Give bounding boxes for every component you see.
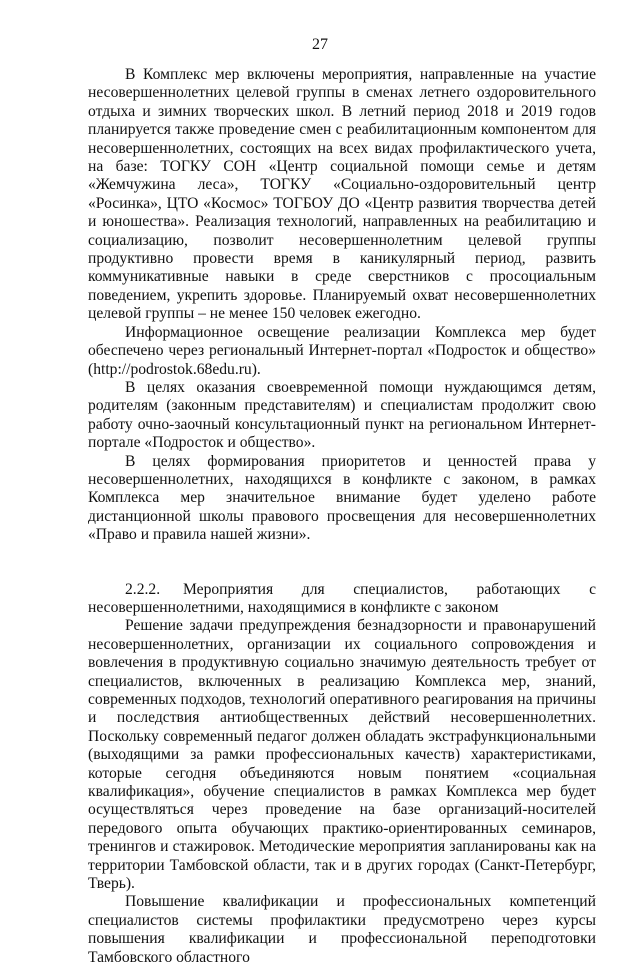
paragraph-consultation-point: В целях оказания своевременной помощи нуждающимся детям, родителям (законным представителям) и специалистам продолжит свою работу очно-заочный консультационный пункт на региональном Интернет-портале «Подросток и общество». (88, 378, 596, 452)
section-title: Мероприятия для специалистов, работающих с несовершеннолетними, находящимися в конфликте с законом (88, 580, 596, 616)
body-text (88, 66, 596, 967)
paragraph-information-portal: Информационное освещение реализации Комплекса мер будет обеспечено через региональный Интернет-портал «Подросток и общество» (http://podrostok.68edu.ru). (88, 323, 596, 378)
page-number: 27 (312, 36, 328, 53)
section-number: 2.2.2. (125, 580, 161, 598)
paragraph-summer-camps: В Комплекс мер включены мероприятия, направленные на участие несовершеннолетних целевой группы в сменах летнего оздоровительного отдыха и зимних творческих школ. В летний период 2018 и 2019 годов планируется также проведение смен с реабилитационным компонентом для несовершеннолетних, состоящих на всех видах профилактического учета, на базе: ТОГКУ СОН «Центр социальной помощи семье и детям «Жемчужина леса», ТОГКУ «Социально-оздоровительный центр «Росинка», ЦТО «Космос» ТОГБОУ ДО «Центр развития творчества детей и юношества». Реализация технологий, направленных на реабилитацию и социализацию, позволит несовершеннолетним целевой группы продуктивно провести время в каникулярный период, развить коммуникативные навыки в среде сверстников с просоциальным поведением, укрепить здоровье. Планируемый охват несовершеннолетних целевой группы – не менее 150 человек ежегодно. (88, 66, 596, 323)
paragraph-specialist-training: Решение задачи предупреждения безнадзорности и правонарушений несовершеннолетних, организации их социального сопровождения и вовлечения в продуктивную социально значимую деятельность требует от специалистов, включенных в реализацию Комплекса мер, знаний, современных подходов, технологий оперативного реагирования на причины и последствия антиобщественных действий несовершеннолетних. Поскольку современный педагог должен обладать экстрафункциональными (выходящими за рамки профессиональных качеств) характеристиками, которые сегодня объединяются новым понятием «социальная квалификация», обучение специалистов в рамках Комплекса мер будет осуществляться через проведение на базе организаций-носителей передового опыта обучающих практико-ориентированных семинаров, тренингов и стажировок. Методические мероприятия запланированы как на территории Тамбовской области, так и в других городах (Санкт-Петербург, Тверь). (88, 617, 596, 893)
paragraph-legal-school: В целях формирования приоритетов и ценностей права у несовершеннолетних, находящихся в конфликте с законом, в рамках Комплекса мер значительное внимание будет уделено работе дистанционной школы правового просвещения для несовершеннолетних «Право и правила нашей жизни». (88, 452, 596, 544)
paragraph-qualification-courses: Повышение квалификации и профессиональных компетенций специалистов системы профилактики предусмотрено через курсы повышения квалификации и профессиональной переподготовки Тамбовского областного (88, 893, 596, 966)
section-spacer (88, 545, 596, 581)
section-heading (88, 581, 596, 618)
